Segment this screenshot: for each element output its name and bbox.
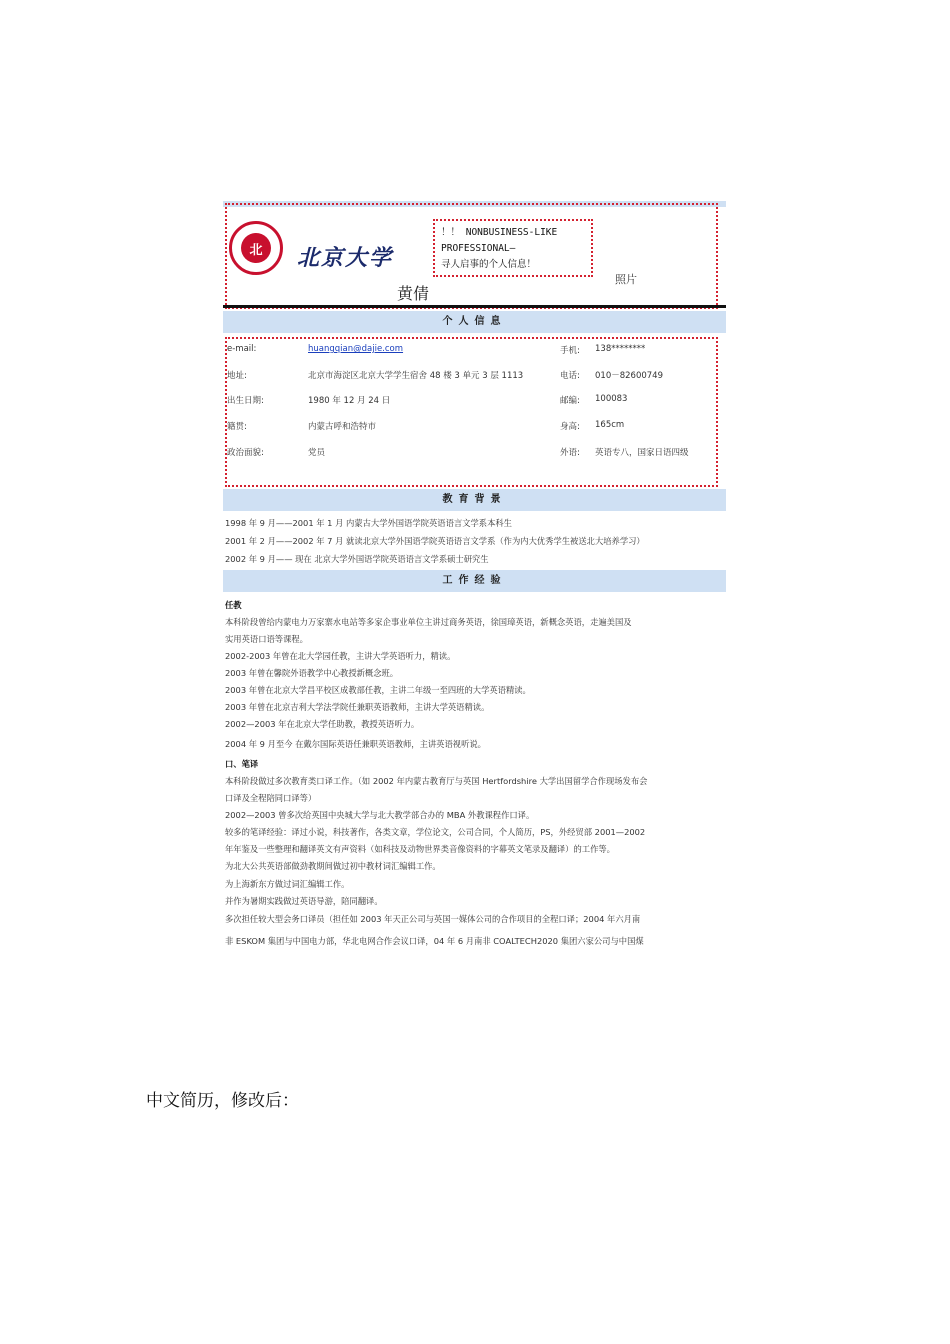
highlight-box-personal xyxy=(225,337,718,487)
phone-label: 电话: xyxy=(560,371,580,381)
university-name: 北京大学 xyxy=(297,245,394,271)
address-value: 北京市海淀区北京大学学生宿舍 48 楼 3 单元 3 层 1113 xyxy=(308,371,524,381)
interp-line: 本科阶段做过多次教育类口译工作。（如 2002 年内蒙古教育厅与英国 Hertfordshire 大学出国留学合作现场发布会 xyxy=(225,776,648,786)
language-value: 英语专八，国家日语四级 xyxy=(595,448,689,458)
address-label: 地址: xyxy=(227,371,247,381)
interp-line: 为上海新东方做过词汇编辑工作。 xyxy=(225,879,350,889)
notice-line-2: PROFESSIONAL— xyxy=(441,243,516,254)
interp-line: 为北大公共英语部做劲教期间做过初中教材词汇编辑工作。 xyxy=(225,861,441,871)
interp-line: 口译及全程陪同口译等） xyxy=(225,793,317,803)
origin-value: 内蒙古呼和浩特市 xyxy=(308,422,377,432)
mobile-value: 138******** xyxy=(595,344,646,354)
teaching-line: 2002-2003 年曾在北大学园任教，主讲大学英语听力，精读。 xyxy=(225,651,456,661)
interp-line: 较多的笔译经验：译过小说，科技著作，各类文章，学位论文，公司合同，个人简历，PS，外经贸部 2001—2002 xyxy=(225,827,646,837)
interp-line: 年年鉴及一些整理和翻译英文有声资料（如科技及动物世界类音像资料的字幕英文笔录及翻译）的工作等。 xyxy=(225,844,615,854)
notice-line-1: ！！ NONBUSINESS-LIKE xyxy=(441,227,558,238)
teaching-line: 实用英语口语等课程。 xyxy=(225,634,308,644)
university-emblem xyxy=(229,221,283,275)
photo-label: 照片 xyxy=(615,273,637,286)
teaching-line: 2002—2003 年在北京大学任助教，教授英语听力。 xyxy=(225,719,420,729)
interp-line: 非 ESKOM 集团与中国电力部，华北电网合作会议口译，04 年 6 月南非 COALTECH2020 集团六家公司与中国煤 xyxy=(225,936,644,946)
section-personal: 个人信息 xyxy=(223,311,726,333)
emblem-center: 北 xyxy=(241,233,271,263)
education-line-2: 2001 年 2 月——2002 年 7 月 就读北京大学外国语学院英语语言文学系（作为内大优秀学生被送北大培养学习） xyxy=(225,536,645,546)
section-education: 教育背景 xyxy=(223,489,726,511)
person-name: 黄倩 xyxy=(397,284,430,303)
interp-title: 口、笔译 xyxy=(225,759,259,769)
section-work: 工作经验 xyxy=(223,570,726,592)
header-divider xyxy=(223,305,726,308)
zip-label: 邮编: xyxy=(560,396,580,406)
notice-line-3: 寻人启事的个人信息！ xyxy=(441,259,537,270)
height-value: 165cm xyxy=(595,420,625,430)
height-label: 身高: xyxy=(560,422,580,432)
teaching-line: 2004 年 9 月至今 在戴尔国际英语任兼职英语教师，主讲英语视听说。 xyxy=(225,739,486,749)
teaching-title: 任教 xyxy=(225,600,242,610)
teaching-line: 2003 年曾在北京大学昌平校区成教部任教，主讲二年级一至四班的大学英语精读。 xyxy=(225,685,531,695)
education-line-3: 2002 年 9 月—— 现在 北京大学外国语学院英语语言文学系硕士研究生 xyxy=(225,554,489,564)
interp-line: 2002—2003 曾多次给英国中央城大学与北大教学部合办的 MBA 外教课程作口译。 xyxy=(225,810,535,820)
teaching-line: 2003 年曾在北京吉利大学法学院任兼职英语教师，主讲大学英语精读。 xyxy=(225,702,490,712)
email-link[interactable]: huangqian@dajie.com xyxy=(308,344,404,354)
education-line-1: 1998 年 9 月——2001 年 1 月 内蒙古大学外国语学院英语语言文学系本科生 xyxy=(225,518,512,528)
email-label: e-mail: xyxy=(227,344,257,354)
interp-line: 多次担任较大型会务口译员（担任如 2003 年天正公司与英国一媒体公司的合作项目的全程口译；2004 年六月南 xyxy=(225,914,641,924)
notice-box xyxy=(433,219,593,277)
mobile-label: 手机: xyxy=(560,346,580,356)
origin-label: 籍贯: xyxy=(227,422,247,432)
teaching-line: 2003 年曾在馨院外语教学中心教授新概念班。 xyxy=(225,668,399,678)
birth-value: 1980 年 12 月 24 日 xyxy=(308,396,391,406)
birth-label: 出生日期: xyxy=(227,396,264,406)
politics-value: 党员 xyxy=(308,448,326,458)
resume-screenshot xyxy=(223,201,726,953)
interp-line: 并作为暑期实践做过英语导游，陪同翻译。 xyxy=(225,896,383,906)
teaching-line: 本科阶段曾给内蒙电力万家寨水电站等多家企事业单位主讲过商务英语，徐国璋英语，新概念英语，走遍美国及 xyxy=(225,617,632,627)
phone-value: 010－82600749 xyxy=(595,371,663,381)
caption-text: 中文简历，修改后： xyxy=(146,1091,299,1111)
zip-value: 100083 xyxy=(595,394,628,404)
resume-header xyxy=(223,201,726,309)
politics-label: 政治面貌: xyxy=(227,448,264,458)
language-label: 外语: xyxy=(560,448,580,458)
